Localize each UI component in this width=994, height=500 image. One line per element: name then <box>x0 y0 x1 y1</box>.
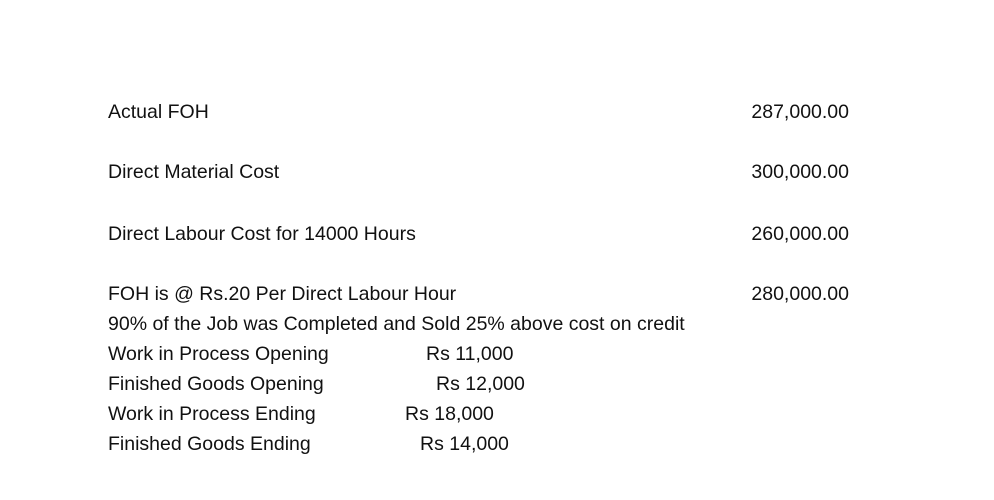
item-amount-actual-foh: 287,000.00 <box>751 101 849 123</box>
item-label-direct-material-cost: Direct Material Cost <box>108 161 280 183</box>
item-amount-foh-rate: 280,000.00 <box>751 283 849 305</box>
inventory-value-wip-ending: Rs 18,000 <box>405 403 494 425</box>
inventory-label-wip-ending: Work in Process Ending <box>108 403 316 425</box>
item-label-actual-foh: Actual FOH <box>108 101 209 123</box>
completion-note: 90% of the Job was Completed and Sold 25% above cost on credit <box>108 313 685 335</box>
item-amount-direct-labour-cost: 260,000.00 <box>751 223 849 245</box>
inventory-label-wip-opening: Work in Process Opening <box>108 343 329 365</box>
item-label-foh-rate: FOH is @ Rs.20 Per Direct Labour Hour <box>108 283 457 305</box>
item-amount-direct-material-cost: 300,000.00 <box>751 161 849 183</box>
inventory-value-wip-opening: Rs 11,000 <box>426 343 514 365</box>
inventory-label-fg-opening: Finished Goods Opening <box>108 373 324 395</box>
inventory-value-fg-ending: Rs 14,000 <box>420 433 509 455</box>
item-label-direct-labour-cost: Direct Labour Cost for 14000 Hours <box>108 223 416 245</box>
inventory-label-fg-ending: Finished Goods Ending <box>108 433 311 455</box>
inventory-value-fg-opening: Rs 12,000 <box>436 373 525 395</box>
